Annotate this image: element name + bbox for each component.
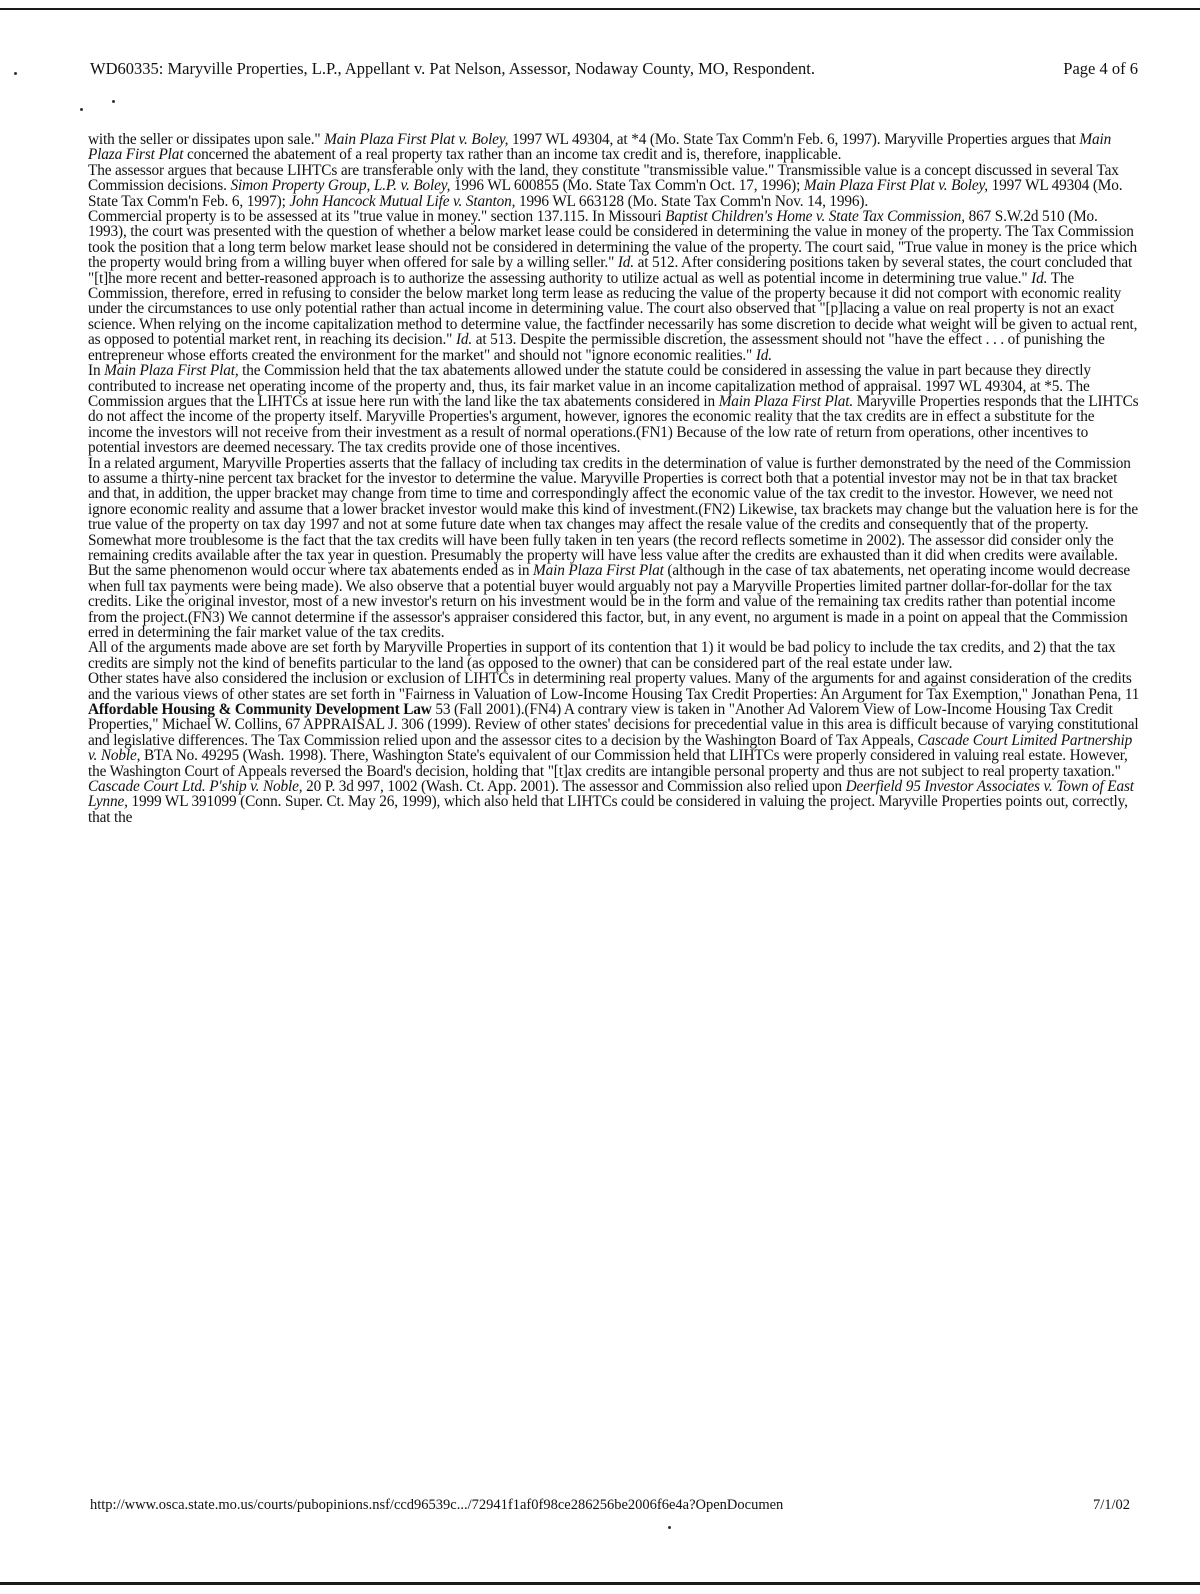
paragraph-3: Commercial property is to be assessed at its "true value in money." section 137.115. In Missouri Baptist Children's Home v. State Tax Commission, 867 S.W.2d 510 (Mo. 1993), the court was presented with the question of whether a below market lease could be considered in determining the value in money of the property. The Tax Commission took the position that a long term below market lease should not be considered in determining the value of the property. The court said, "True value in money is the price which the property would bring from a willing buyer when offered for sale by a willing seller." Id. at 512. After considering positions taken by several states, the court concluded that "[t]he more recent and better-reasoned approach is to authorize the assessing authority to utilize actual as well as potential income in determining true value." Id. The Commission, therefore, erred in refusing to consider the below market long term lease as reducing the value of the property because it did not comport with economic reality under the circumstances to use only potential rather than actual income in determining value. The court also observed that "[p]lacing a value on real property is not an exact science. When relying on the income capitalization method to determine value, the factfinder necessarily has some discretion to decide what weight will be given to actual rent, as opposed to potential market rent, in reaching its decision." Id. at 513. Despite the permissible discretion, the assessment should not "have the effect . . . of punishing the entrepreneur whose efforts created the environment for the market" and should not "ignore economic realities." Id. [88,208,1138,364]
case-citation: Main Plaza First Plat [533,562,664,580]
scan-speck [14,72,17,75]
case-citation: Cascade Court Limited Partnership v. Noble, [88,731,1133,765]
case-citation: Id. [455,331,473,349]
case-citation: Main Plaza First Plat v. Boley, [324,131,509,148]
scan-top-border [0,8,1200,10]
document-title: WD60335: Maryville Properties, L.P., Appellant v. Pat Nelson, Assessor, Nodaway County, MO, Respondent. [90,59,815,78]
print-date: 7/1/02 [1092,1497,1130,1513]
paragraph-4: In Main Plaza First Plat, the Commission held that the tax abatements allowed under the statute could be considered in assessing the value in part because they directly contributed to increase net operating income of the property and, thus, its fair market value in an income capitalization method of appraisal. 1997 WL 49304, at *5. The Commission argues that the LIHTCs at issue here run with the land like the tax abatements considered in Main Plaza First Plat. Maryville Properties responds that the LIHTCs do not affect the income of the property itself. Maryville Properties's argument, however, ignores the economic reality that the tax credits are in effect a substitute for the income the investors will not receive from their investment as a result of normal operations.(FN1) Because of the low rate of return from operations, other incentives to potential investors are deemed necessary. The tax credits provide one of those incentives. [88,362,1139,457]
case-citation: Deerfield 95 Investor Associates v. Town of East Lynne, [88,778,1134,811]
case-citation: Main Plaza First Plat, [104,362,239,380]
paragraph-2: The assessor argues that because LIHTCs are transferable only with the land, they constitute "transmissible value." Transmissible value is a concept discussed in several Tax Commission decisions. Simon Property Group, L.P. v. Boley, 1996 WL 600855 (Mo. State Tax Comm'n Oct. 17, 1996); Main Plaza First Plat v. Boley, 1997 WL 49304 (Mo. State Tax Comm'n Feb. 6, 1997); John Hancock Mutual Life v. Stanton, 1996 WL 663128 (Mo. State Tax Comm'n Nov. 14, 1996). [88,161,1123,210]
case-citation: Main Plaza First Plat [88,131,1112,164]
scan-speck [80,108,83,111]
case-citation: Cascade Court Ltd. P'ship v. Noble, [88,778,303,796]
case-citation: Simon Property Group, L.P. v. Boley, [230,177,451,195]
paragraph-7: Other states have also considered the inclusion or exclusion of LIHTCs in determining real property values. Many of the arguments for and against consideration of the credits and the various views of other states are set forth in "Fairness in Valuation of Low-Income Housing Tax Credit Properties: An Argument for Tax Exemption," Jonathan Pena, 11 Affordable Housing & Community Development Law 53 (Fall 2001).(FN4) A contrary view is taken in "Another Ad Valorem View of Low-Income Housing Tax Credit Properties," Michael W. Collins, 67 APPRAISAL J. 306 (1999). Review of other states' decisions for precedential value in this area is difficult because of varying constitutional and legislative differences. The Tax Commission relied upon and the assessor cites to a decision by the Washington Board of Tax Appeals, Cascade Court Limited Partnership v. Noble, BTA No. 49295 (Wash. 1998). There, Washington State's equivalent of our Commission held that LIHTCs were properly considered in valuing real estate. However, the Washington Court of Appeals reversed the Board's decision, holding that "[t]ax credits are intangible personal property and thus are not subject to real property taxation." Cascade Court Ltd. P'ship v. Noble, 20 P. 3d 997, 1002 (Wash. Ct. App. 2001). The assessor and Commission also relied upon Deerfield 95 Investor Associates v. Town of East Lynne, 1999 WL 391099 (Conn. Super. Ct. May 26, 1999), which also held that LIHTCs could be considered in valuing the project. Maryville Properties points out, correctly, that the [88,670,1140,826]
page-number: Page 4 of 6 [1063,59,1138,78]
case-citation: Baptist Children's Home v. State Tax Commission, [665,208,965,226]
paragraph-1: with the seller or dissipates upon sale." Main Plaza First Plat v. Boley, 1997 WL 49304, at *4 (Mo. State Tax Comm'n Feb. 6, 1997). Maryville Properties argues that Main Plaza First Plat concerned the abatement of a real property tax rather than an income tax credit and is, therefore, inapplicable. [88,131,1112,164]
case-citation: Main Plaza First Plat v. Boley, [803,177,988,195]
case-citation: Id. [617,254,634,272]
scan-bottom-border [0,1582,1200,1585]
journal-title: Affordable Housing & Community Development Law [88,701,432,719]
paragraph-5: In a related argument, Maryville Properties asserts that the fallacy of including tax credits in the determination of value is further demonstrated by the need of the Commission to assume a thirty-nine percent tax bracket for the investor to determine the value. Maryville Properties is correct both that a potential investor may not be in that tax bracket and that, in addition, the upper bracket may change from time to time and correspondingly affect the economic value of the tax credit to the investor. However, we need not ignore economic reality and assume that a lower bracket investor would make this kind of investment.(FN2) Likewise, tax brackets may change but the valuation here is for the true value of the property on tax day 1997 and not at some future date when tax changes may affect the resale value of the credits and consequently that of the property. Somewhat more troublesome is the fact that the tax credits will have been fully taken in ten years (the record reflects sometime in 2002). The assessor did consider only the remaining credits available after the tax year in question. Presumably the property will have less value after the credits are exhausted than it did when credits were available. But the same phenomenon would occur where tax abatements ended as in Main Plaza First Plat (although in the case of tax abatements, net operating income would decrease when full tax payments were being made). We also observe that a potential buyer would arguably not pay a Maryville Properties limited partner dollar-for-dollar for the tax credits. Like the original investor, most of a new investor's return on his investment would be in the form and value of the remaining tax credits rather than potential income from the project.(FN3) We cannot determine if the assessor's appraiser considered this factor, but, in any event, no argument is made in a point on appeal that the Commission erred in determining the fair market value of the tax credits. [88,454,1139,641]
scan-speck [112,100,115,103]
case-citation: John Hancock Mutual Life v. Stanton, [289,192,516,210]
source-url: http://www.osca.state.mo.us/courts/pubopinions.nsf/ccd96539c.../72941f1af0f98ce286256be2006f6e4a?OpenDocumen [90,1497,784,1513]
case-citation: Id. [755,346,772,364]
case-citation: Main Plaza First Plat. [718,392,854,410]
scan-speck [668,1526,671,1529]
case-citation: Id. [1031,269,1048,287]
paragraph-6: All of the arguments made above are set forth by Maryville Properties in support of its contention that 1) it would be bad policy to include the tax credits, and 2) that the tax credits are simply not the kind of benefits particular to the land (as opposed to the owner) that can be considered part of the real estate under law. [88,639,1116,672]
opinion-body [88,132,1140,825]
